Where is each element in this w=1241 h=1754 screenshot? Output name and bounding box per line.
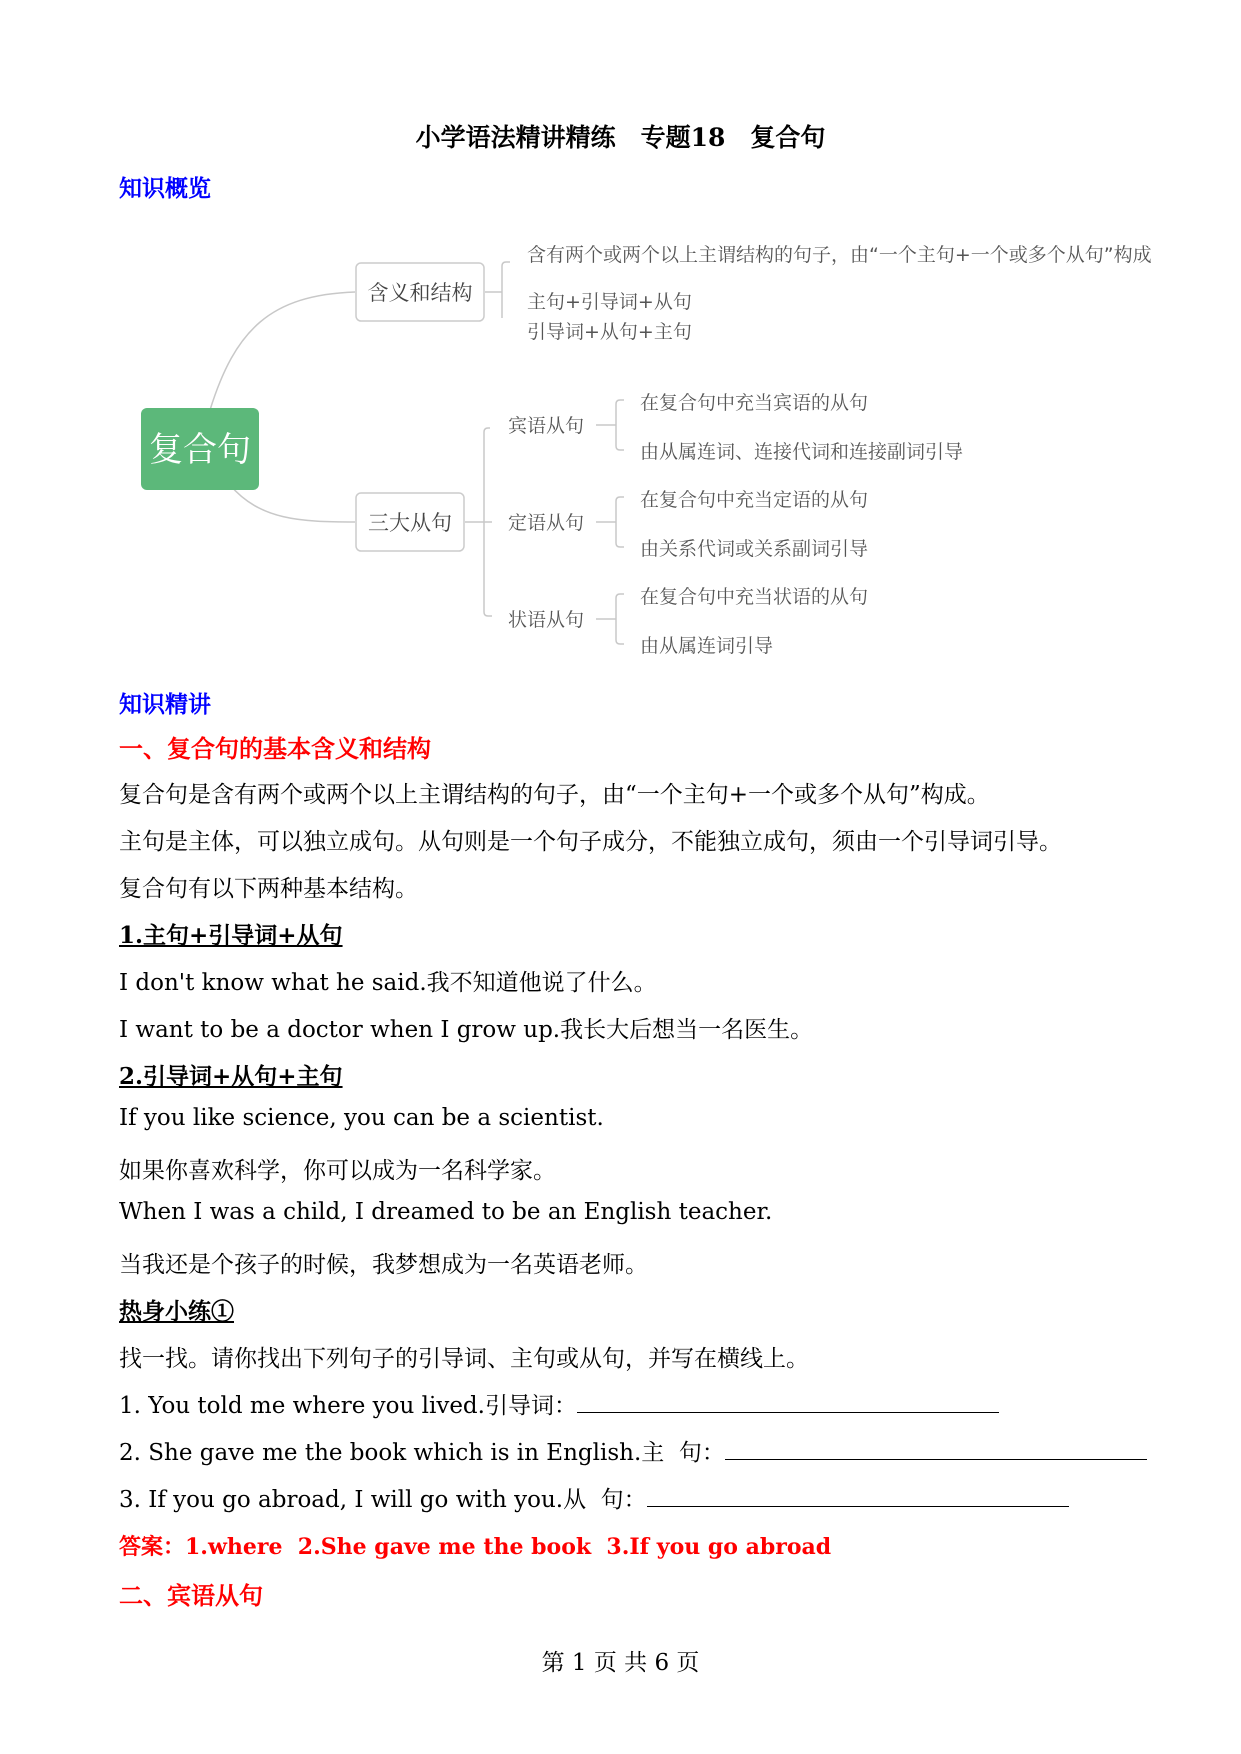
example-line: I don't know what he said.我不知道他说了什么。 [119, 970, 657, 996]
page-footer: 第 1 页 共 6 页 [541, 1650, 700, 1676]
section-part2: 二、宾语从句 [119, 1581, 263, 1610]
struct1-heading: 1.主句+引导词+从句 [119, 922, 343, 949]
mind-map-root-label: 复合句 [149, 430, 251, 470]
example-line: 当我还是个孩子的时候，我梦想成为一名英语老师。 [119, 1252, 648, 1278]
connector-root-branch1 [210, 292, 355, 410]
mind-map-branch1-item: 含有两个或两个以上主谓结构的句子，由“一个主句+一个或多个从句”构成 [527, 244, 1152, 266]
section-overview: 知识概览 [119, 175, 211, 202]
mind-map-branch1-item: 引导词+从句+主句 [527, 321, 692, 343]
exercise-question-text: 3. If you go abroad, I will go with you.从 句： [119, 1487, 647, 1513]
answer-blank[interactable] [577, 1390, 999, 1413]
mind-map-sub-label: 宾语从句 [508, 415, 585, 437]
exercise-question-text: 1. You told me where you lived.引导词： [119, 1393, 577, 1419]
mind-map-sub-item: 在复合句中充当状语的从句 [640, 586, 869, 608]
exercise-question [119, 1481, 1069, 1514]
mind-map [0, 0, 1241, 680]
mind-map-sub-item: 在复合句中充当定语的从句 [640, 489, 869, 511]
paragraph: 复合句有以下两种基本结构。 [119, 876, 418, 902]
exercise-question [119, 1387, 999, 1420]
mind-map-branch1-label: 含义和结构 [367, 281, 473, 305]
mind-map-sub-item: 由关系代词或关系副词引导 [640, 538, 869, 560]
mind-map-sub-label: 状语从句 [508, 609, 585, 631]
example-line: I want to be a doctor when I grow up.我长大后想当一名医生。 [119, 1017, 814, 1043]
exercise-question-text: 2. She gave me the book which is in English.主 句： [119, 1440, 725, 1466]
mind-map-branch1-item: 主句+引导词+从句 [527, 291, 692, 313]
paragraph: 复合句是含有两个或两个以上主谓结构的句子，由“一个主句+一个或多个从句”构成。 [119, 782, 990, 808]
mind-map-sub-item: 由从属连词引导 [640, 635, 774, 657]
section-lecture: 知识精讲 [119, 691, 211, 718]
connector-root-branch2 [230, 485, 355, 522]
page-title: 小学语法精讲精练 专题18 复合句 [415, 123, 826, 152]
mind-map-sub-item: 由从属连词、连接代词和连接副词引导 [640, 441, 964, 463]
exercise-answer: 答案：1.where 2.She gave me the book 3.If you go abroad [119, 1534, 832, 1560]
answer-blank[interactable] [647, 1484, 1069, 1507]
exercise-question [119, 1434, 1147, 1467]
exercise-instruction: 找一找。请你找出下列句子的引导词、主句或从句，并写在横线上。 [119, 1346, 809, 1372]
mind-map-branch2-label: 三大从句 [368, 511, 452, 535]
answer-blank[interactable] [725, 1437, 1147, 1460]
section-part1: 一、复合句的基本含义和结构 [119, 734, 431, 763]
mind-map-sub-item: 在复合句中充当宾语的从句 [640, 392, 869, 414]
exercise-heading: 热身小练① [119, 1298, 234, 1325]
paragraph: 主句是主体，可以独立成句。从句则是一个句子成分，不能独立成句，须由一个引导词引导。 [119, 829, 1062, 855]
mind-map-sub-label: 定语从句 [508, 512, 585, 534]
example-line: If you like science, you can be a scientist. [119, 1105, 604, 1131]
example-line: When I was a child, I dreamed to be an English teacher. [119, 1199, 773, 1225]
struct2-heading: 2.引导词+从句+主句 [119, 1063, 343, 1090]
example-line: 如果你喜欢科学，你可以成为一名科学家。 [119, 1158, 556, 1184]
